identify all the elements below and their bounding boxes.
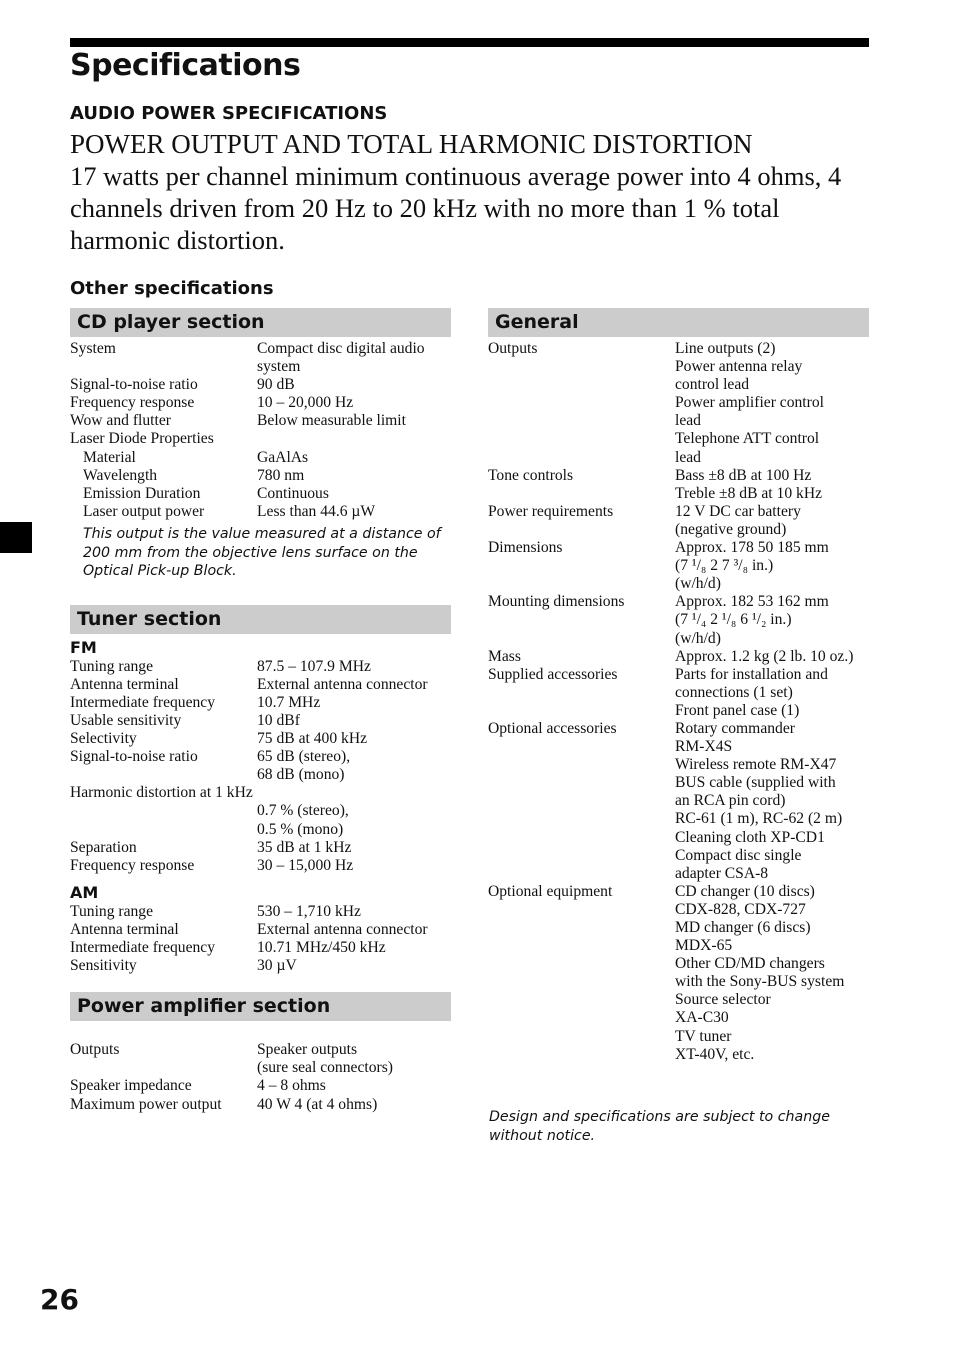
spec-label: Material	[83, 448, 136, 466]
spec-row	[70, 857, 451, 875]
spec-value: Approx. 178 50 185 mm (7 ¹/₈ 2 7 ³/₈ in.) (w/h/d)	[675, 539, 829, 593]
power-output-block	[70, 128, 860, 256]
spec-label: Antenna terminal	[70, 920, 179, 938]
spec-label: Wavelength	[83, 466, 158, 484]
cd-laser-note: This output is the value measured at a distance of 200 mm from the objective lens surface on the Optical Pick-up Block.	[83, 525, 441, 580]
left-column	[70, 308, 451, 1114]
spec-label: Maximum power output	[70, 1095, 222, 1113]
spec-label: Optional equipment	[488, 882, 613, 900]
cd-section-heading: CD player section	[70, 308, 451, 337]
power-output-heading: POWER OUTPUT AND TOTAL HARMONIC DISTORTION	[70, 129, 753, 159]
spec-label: Separation	[70, 838, 137, 856]
spec-row	[488, 340, 869, 467]
spec-row	[488, 883, 869, 1064]
spec-label: Wow and flutter	[70, 412, 171, 430]
spec-label: Tone controls	[488, 466, 574, 484]
spec-label: Selectivity	[70, 730, 137, 748]
spec-row	[70, 467, 451, 485]
spec-label: Tuning range	[70, 902, 154, 920]
spec-label: Tuning range	[70, 657, 154, 675]
spec-row	[70, 921, 451, 939]
spec-value	[257, 430, 451, 448]
title-rule	[70, 38, 869, 47]
spec-row	[70, 957, 451, 975]
am-heading: AM	[70, 882, 99, 902]
spec-label: Mass	[488, 647, 521, 665]
spec-row	[488, 666, 869, 720]
spec-value: 75 dB at 400 kHz	[257, 730, 368, 748]
spec-value: Parts for installation and connections (1 set) Front panel case (1)	[675, 665, 828, 719]
spec-row	[70, 839, 451, 857]
footnote: Design and specifications are subject to change without notice.	[489, 1109, 830, 1144]
spec-label	[70, 802, 257, 838]
spec-value: CD changer (10 discs) CDX-828, CDX-727 MD changer (6 discs) MDX-65 Other CD/MD changers with the Sony-BUS system Source selector XA-C30 TV tuner XT-40V, etc.	[675, 882, 845, 1063]
spec-row	[70, 340, 451, 376]
spec-label: Supplied accessories	[488, 665, 618, 683]
spec-value: 30 µV	[257, 957, 297, 975]
spec-row	[488, 539, 869, 593]
spec-row	[70, 748, 451, 784]
spec-row	[70, 694, 451, 712]
spec-value: Approx. 1.2 kg (2 lb. 10 oz.)	[675, 647, 854, 665]
spec-row	[70, 730, 451, 748]
spec-row	[488, 720, 869, 883]
spec-label: Sensitivity	[70, 957, 137, 975]
spec-label: Usable sensitivity	[70, 712, 182, 729]
spec-label: Outputs	[70, 1041, 120, 1059]
spec-label: Laser Diode Properties	[70, 430, 214, 448]
fm-heading: FM	[70, 637, 97, 657]
spec-label: Frequency response	[70, 856, 195, 874]
spec-row	[488, 593, 869, 647]
spec-row	[70, 903, 451, 921]
spec-row	[70, 1077, 451, 1095]
spec-row	[70, 939, 451, 957]
spec-label: Harmonic distortion at 1 kHz	[70, 784, 253, 802]
spec-row	[488, 467, 869, 503]
spec-label: Emission Duration	[83, 484, 201, 502]
spec-value: 780 nm	[257, 466, 305, 484]
spec-label: Antenna terminal	[70, 675, 179, 693]
spec-value: Less than 44.6 µW	[257, 502, 376, 520]
spec-row	[70, 485, 451, 503]
spec-value: 0.7 % (stereo), 0.5 % (mono)	[257, 802, 349, 838]
spec-label: Optional accessories	[488, 719, 617, 737]
spec-value: Speaker outputs (sure seal connectors)	[257, 1041, 393, 1077]
spec-value	[257, 784, 451, 802]
spec-row	[70, 802, 451, 838]
spec-value: Bass ±8 dB at 100 Hz Treble ±8 dB at 10 kHz	[675, 466, 823, 502]
spec-row	[70, 784, 451, 802]
spec-value: 10.7 MHz	[257, 693, 321, 711]
spec-row	[70, 676, 451, 694]
fm-spec-list	[70, 658, 451, 875]
section-tab-marker	[0, 522, 32, 553]
spec-row	[70, 412, 451, 430]
spec-label: Speaker impedance	[70, 1077, 192, 1095]
spec-value: Below measurable limit	[257, 412, 406, 430]
spec-row	[70, 430, 451, 448]
spec-label: Mounting dimensions	[488, 593, 625, 611]
spec-label: Intermediate frequency	[70, 939, 216, 957]
general-section-heading: General	[488, 308, 869, 337]
spec-value: Approx. 182 53 162 mm (7 ¹/₄ 2 ¹/₈ 6 ¹/₂ in.) (w/h/d)	[675, 593, 829, 647]
spec-label: Laser output power	[83, 502, 205, 520]
spec-value: GaAlAs	[257, 448, 309, 466]
spec-value: 35 dB at 1 kHz	[257, 838, 352, 856]
laser-spec-list	[70, 449, 451, 521]
tuner-section-heading: Tuner section	[70, 605, 451, 634]
page-title: Specifications	[70, 48, 301, 83]
spec-label: Signal-to-noise ratio	[70, 376, 198, 394]
spec-row	[70, 449, 451, 467]
right-column	[488, 308, 869, 1064]
spec-value: 530 – 1,710 kHz	[257, 902, 361, 920]
spec-row	[488, 648, 869, 666]
spec-label: Outputs	[488, 340, 538, 357]
spec-value: External antenna connector	[257, 675, 428, 693]
cd-spec-list	[70, 340, 451, 449]
spec-value: Rotary commander RM-X4S Wireless remote RM-X47 BUS cable (supplied with an RCA pin cord) RC-61 (1 m), RC-62 (2 m) Cleaning cloth XP-CD1 Compact disc single adapter CSA-8	[675, 719, 843, 882]
spec-label: System	[70, 340, 116, 357]
spec-value: 40 W 4 (at 4 ohms)	[257, 1095, 378, 1113]
spec-value: 87.5 – 107.9 MHz	[257, 657, 371, 675]
spec-value: 10 – 20,000 Hz	[257, 394, 354, 412]
spec-value: Continuous	[257, 484, 329, 502]
spec-row	[70, 503, 451, 521]
spec-value: 12 V DC car battery (negative ground)	[675, 502, 801, 538]
spec-row	[70, 658, 451, 676]
spec-label: Intermediate frequency	[70, 693, 216, 711]
spec-row	[70, 1096, 451, 1114]
amp-section-heading: Power amplifier section	[70, 992, 451, 1021]
spec-row	[70, 394, 451, 412]
power-output-text: 17 watts per channel minimum continuous average power into 4 ohms, 4 channels driven from 20 Hz to 20 kHz with no more than 1 % total harmonic distortion.	[70, 161, 842, 255]
amp-spec-list	[70, 1041, 451, 1113]
spec-row	[488, 503, 869, 539]
spec-value: 10 dBf	[257, 712, 300, 729]
spec-value: 4 – 8 ohms	[257, 1077, 326, 1095]
spec-value: External antenna connector	[257, 920, 428, 938]
spec-row	[70, 376, 451, 394]
spec-label: Signal-to-noise ratio	[70, 748, 198, 766]
am-spec-list	[70, 903, 451, 975]
audio-power-heading: AUDIO POWER SPECIFICATIONS	[70, 103, 388, 124]
page-number: 26	[40, 1283, 79, 1316]
spec-value: 10.71 MHz/450 kHz	[257, 939, 386, 957]
spec-label: Power requirements	[488, 502, 614, 520]
spec-value: Line outputs (2) Power antenna relay control lead Power amplifier control lead Telephone ATT control lead	[675, 340, 824, 466]
spec-label: Dimensions	[488, 539, 563, 557]
spec-row	[70, 712, 451, 730]
other-specifications-heading: Other specifications	[70, 278, 274, 299]
general-spec-list	[488, 340, 869, 1064]
spec-value: 65 dB (stereo), 68 dB (mono)	[257, 748, 351, 784]
spec-label: Frequency response	[70, 394, 195, 412]
spec-value: 30 – 15,000 Hz	[257, 856, 354, 874]
spec-row	[70, 1041, 451, 1077]
spec-value: 90 dB	[257, 376, 295, 394]
spec-value: Compact disc digital audio system	[257, 340, 425, 376]
